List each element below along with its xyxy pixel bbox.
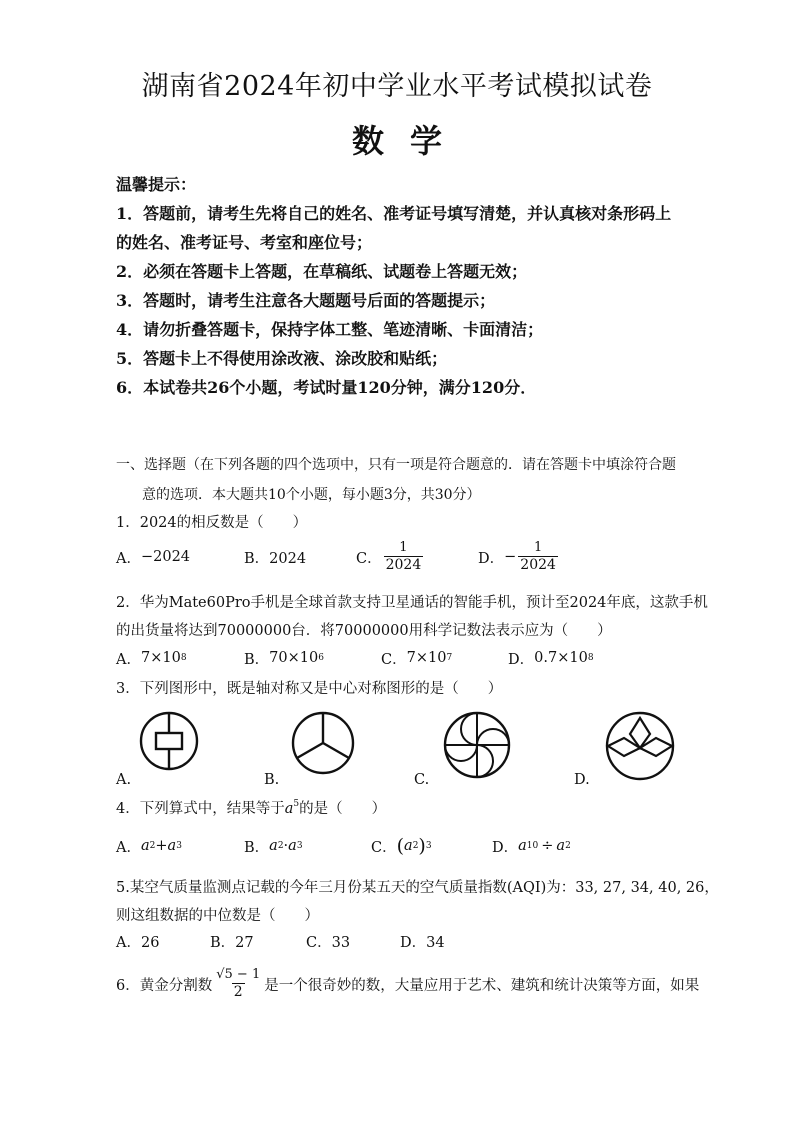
q5-option-c: C．33 (306, 934, 351, 951)
question-2-options (116, 641, 716, 675)
notice-item: 2．必须在答题卡上答题，在草稿纸、试题卷上答题无效； (116, 262, 528, 281)
question-5-stem-line-1: 5.某空气质量监测点记载的今年三月份某五天的空气质量指数(AQI)为：33, 27, 34, 40, 26， (116, 880, 719, 896)
q5-option-a: A．26 (116, 934, 160, 951)
q4-option-a: A． a 2 + a 3 (116, 838, 182, 856)
golden-ratio-fraction: $\frac{√5 - 1}{2}$ (216, 967, 261, 1000)
q2-option-d: D． 0.7×10 8 (508, 650, 594, 668)
q5-option-d: D．34 (400, 934, 445, 951)
figure-d-diamond-circle (604, 710, 676, 782)
q1-option-d: D． − $\frac{1}{2024}$ (478, 540, 556, 573)
notice-item: 3．答题时，请考生注意各大题题号后面的答题提示； (116, 291, 496, 310)
question-4-options (116, 829, 716, 863)
question-4-stem: 4．下列算式中，结果等于$a^5$的是（ ） (116, 799, 387, 817)
figure-a-coin-square (138, 710, 200, 772)
exam-title: 湖南省2024年初中学业水平考试模拟试卷 (141, 71, 653, 102)
question-1-options (116, 540, 716, 574)
figure-b-three-sector-circle (290, 710, 356, 776)
question-5-stem-line-2: 则这组数据的中位数是（ ） (116, 908, 319, 924)
notice-list (116, 199, 686, 402)
question-2-stem-line-1: 2．华为Mate60Pro手机是全球首款支持卫星通话的智能手机，预计至2024年底，这款手机 (116, 595, 708, 611)
notice-item: 5．答题卡上不得使用涂改液、涂改胶和贴纸； (116, 349, 448, 368)
q1-option-b: B．2024 (244, 550, 307, 567)
question-3-figures (116, 710, 706, 790)
question-5-options (116, 924, 716, 958)
q4-option-c: C． ( a 2 ) 3 (371, 835, 432, 857)
q1-option-c: C． $\frac{1}{2024}$ (356, 540, 422, 573)
notice-item: 6．本试卷共26个小题，考试时量120分钟，满分120分． (116, 378, 537, 397)
question-2-stem-line-2: 的出货量将达到70000000台．将70000000用科学记数法表示应为（ ） (116, 623, 612, 639)
q4-option-b: B． a 2 · a 3 (244, 838, 303, 856)
notice-item: 4．请勿折叠答题卡，保持字体工整、笔迹清晰、卡面清洁； (116, 320, 544, 339)
q2-option-a: A． 7×10 8 (116, 650, 187, 668)
figure-a-label: A. (116, 772, 132, 788)
fraction: $\frac{1}{2024}$ (520, 540, 556, 573)
question-1-stem: 1．2024的相反数是（ ） (116, 515, 308, 531)
notice-item: 1．答题前，请考生先将自己的姓名、准考证号填写清楚，并认真核对条形码上 (116, 204, 672, 223)
section-line-2: 意的选项．本大题共10个小题，每小题3分，共30分） (142, 487, 481, 503)
notice-heading: 温馨提示： (116, 175, 197, 194)
figure-c-label: C. (414, 772, 430, 788)
figure-b-label: B. (264, 772, 280, 788)
figure-d-label: D. (574, 772, 590, 788)
fraction: $\frac{1}{2024}$ (385, 540, 422, 573)
section-line-1: 一、选择题（在下列各题的四个选项中，只有一项是符合题意的．请在答题卡中填涂符合题 (116, 457, 676, 473)
q1-option-a: A． −2024 (116, 549, 191, 567)
q4-option-d: D． a 10 ÷ a 2 (492, 838, 571, 856)
q5-option-b: B．27 (210, 934, 254, 951)
question-6-stem: 6．黄金分割数 $\frac{√5 - 1}{2}$ 是一个很奇妙的数，大量应用于艺术、建筑和统计决策等方面，如果 (116, 967, 700, 1000)
figure-c-pinwheel-circle (442, 710, 512, 780)
subject-title: 数学 (351, 122, 468, 160)
q2-option-b: B． 70×10 6 (244, 650, 324, 668)
question-3-stem: 3．下列图形中，既是轴对称又是中心对称图形的是（ ） (116, 681, 503, 697)
q2-option-c: C． 7×10 7 (381, 650, 453, 668)
section-heading (116, 450, 696, 510)
notice-item: 的姓名、准考证号、考室和座位号； (116, 233, 373, 252)
